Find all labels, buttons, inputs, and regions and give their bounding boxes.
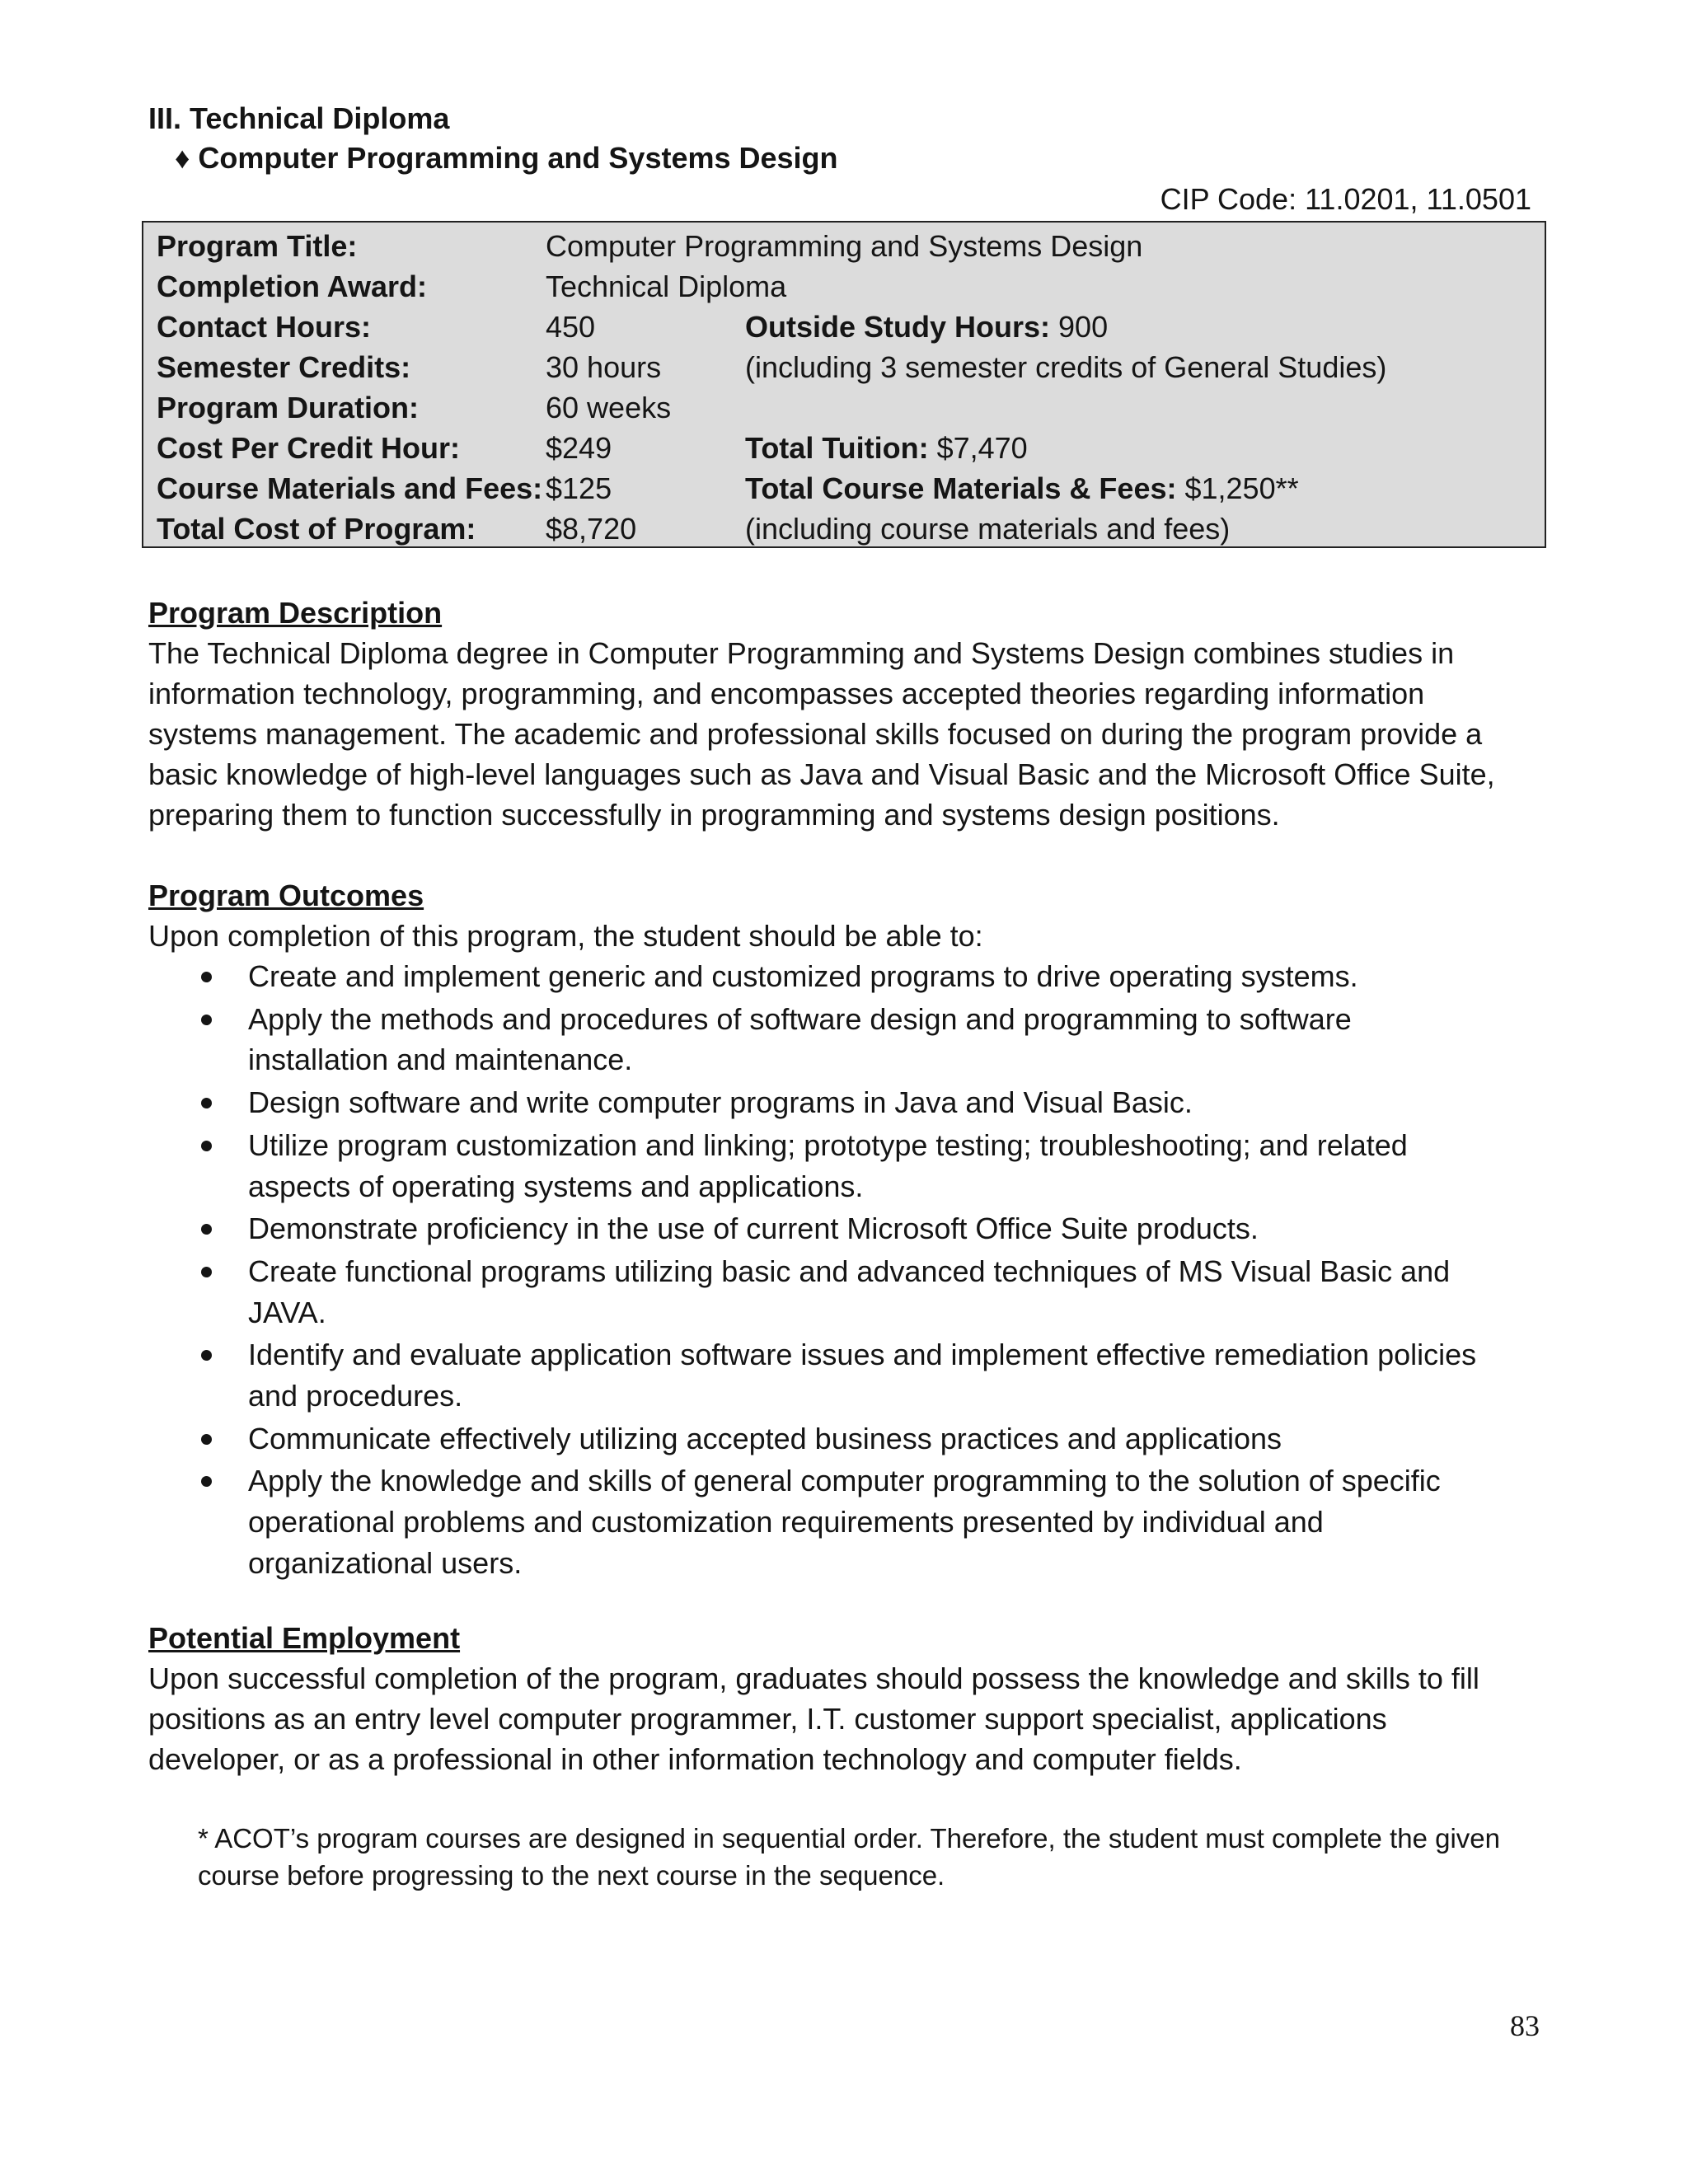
bullet-icon: [201, 1141, 212, 1151]
outside-study-value: 900: [1050, 310, 1109, 344]
employment-line: developer, or as a professional in other information technology and computer fields.: [148, 1742, 1242, 1776]
outside-study-label: Outside Study Hours:: [745, 310, 1051, 344]
bullet-icon: [201, 1267, 212, 1277]
completion-award-label: Completion Award:: [157, 269, 428, 303]
list-item: Identify and evaluate application software issues and implement effective remediation policies and procedures.: [148, 1334, 1550, 1416]
semester-credits-label: Semester Credits:: [157, 350, 411, 384]
cost-per-credit-label: Cost Per Credit Hour:: [157, 431, 461, 465]
sequence-footnote: [198, 1820, 1500, 1894]
list-item: Utilize program customization and linking; prototype testing; troubleshooting; and related aspects of operating systems and applications.: [148, 1125, 1550, 1207]
footnote-line: * ACOT’s program courses are designed in sequential order. Therefore, the student must complete the given: [198, 1823, 1500, 1854]
employment-line: Upon successful completion of the program, graduates should possess the knowledge and skills to fill: [148, 1661, 1479, 1695]
contact-hours-value: 450: [546, 310, 596, 344]
outcomes-list: [148, 956, 1550, 1586]
program-outcomes-heading: Program Outcomes: [148, 879, 424, 912]
program-title-label: Program Title:: [157, 229, 358, 263]
page-number: 83: [1510, 2009, 1540, 2042]
description-line: systems management. The academic and professional skills focused on during the program provide a: [148, 717, 1483, 751]
semester-credits-value: 30 hours: [546, 350, 662, 384]
program-title-value: Computer Programming and Systems Design: [546, 229, 1143, 263]
bullet-icon: [201, 1476, 212, 1487]
total-cost-label: Total Cost of Program:: [157, 512, 476, 546]
info-row-title: [143, 226, 1545, 266]
potential-employment-text: [148, 1658, 1479, 1779]
info-row-total-cost: [143, 509, 1545, 549]
total-tuition-label: Total Tuition:: [745, 431, 929, 465]
info-row-duration: [143, 387, 1545, 428]
program-subtitle: ♦ Computer Programming and Systems Design: [175, 141, 838, 175]
total-tuition-value: $7,470: [928, 431, 1028, 465]
list-item: Create and implement generic and customized programs to drive operating systems.: [148, 956, 1550, 997]
outcomes-intro: Upon completion of this program, the student should be able to:: [148, 919, 983, 953]
footnote-line: course before progressing to the next course in the sequence.: [198, 1860, 945, 1891]
list-item: Demonstrate proficiency in the use of current Microsoft Office Suite products.: [148, 1208, 1550, 1249]
bullet-icon: [201, 1015, 212, 1025]
program-description-heading: Program Description: [148, 596, 443, 630]
program-info-box: [142, 221, 1546, 548]
outside-study-hours: [745, 307, 1108, 347]
bullet-icon: [201, 972, 212, 982]
bullet-icon: [201, 1350, 212, 1361]
materials-label: Course Materials and Fees:: [157, 471, 543, 505]
bullet-icon: [201, 1224, 212, 1235]
contact-hours-label: Contact Hours:: [157, 310, 371, 344]
total-materials-label: Total Course Materials & Fees:: [745, 471, 1177, 505]
materials-value: $125: [546, 471, 612, 505]
total-materials-value: $1,250**: [1176, 471, 1299, 505]
info-row-credits: [143, 347, 1545, 387]
program-description-text: [148, 633, 1495, 835]
list-item: Apply the knowledge and skills of general computer programming to the solution of specific operational problems and customization requirements presented by individual and organizational users.: [148, 1460, 1550, 1583]
duration-value: 60 weeks: [546, 391, 672, 424]
total-tuition: [745, 428, 1028, 468]
duration-label: Program Duration:: [157, 391, 420, 424]
list-item: Apply the methods and procedures of software design and programming to software installation and maintenance.: [148, 999, 1550, 1080]
total-cost-value: $8,720: [546, 512, 637, 546]
cost-per-credit-value: $249: [546, 431, 612, 465]
description-line: The Technical Diploma degree in Computer Programming and Systems Design combines studies in: [148, 636, 1455, 670]
list-item: Design software and write computer programs in Java and Visual Basic.: [148, 1082, 1550, 1123]
employment-line: positions as an entry level computer programmer, I.T. customer support specialist, applications: [148, 1702, 1387, 1736]
bullet-icon: [201, 1098, 212, 1108]
semester-credits-note: (including 3 semester credits of General Studies): [745, 350, 1387, 384]
info-row-award: [143, 266, 1545, 307]
section-title: III. Technical Diploma: [148, 101, 450, 135]
list-item: Communicate effectively utilizing accepted business practices and applications: [148, 1418, 1550, 1460]
description-line: information technology, programming, and encompasses accepted theories regarding information: [148, 677, 1425, 710]
potential-employment-heading: Potential Employment: [148, 1621, 461, 1655]
info-row-materials: [143, 468, 1545, 509]
description-line: basic knowledge of high-level languages such as Java and Visual Basic and the Microsoft Office Suite,: [148, 757, 1495, 791]
info-row-contact-hours: [143, 307, 1545, 347]
cip-code: CIP Code: 11.0201, 11.0501: [1160, 182, 1531, 216]
description-line: preparing them to function successfully in programming and systems design positions.: [148, 798, 1280, 832]
bullet-icon: [201, 1434, 212, 1445]
completion-award-value: Technical Diploma: [546, 269, 787, 303]
total-cost-note: (including course materials and fees): [745, 512, 1231, 546]
list-item: Create functional programs utilizing basic and advanced techniques of MS Visual Basic and JAVA.: [148, 1251, 1550, 1333]
info-row-cost-per-credit: [143, 428, 1545, 468]
total-materials: [745, 468, 1299, 509]
